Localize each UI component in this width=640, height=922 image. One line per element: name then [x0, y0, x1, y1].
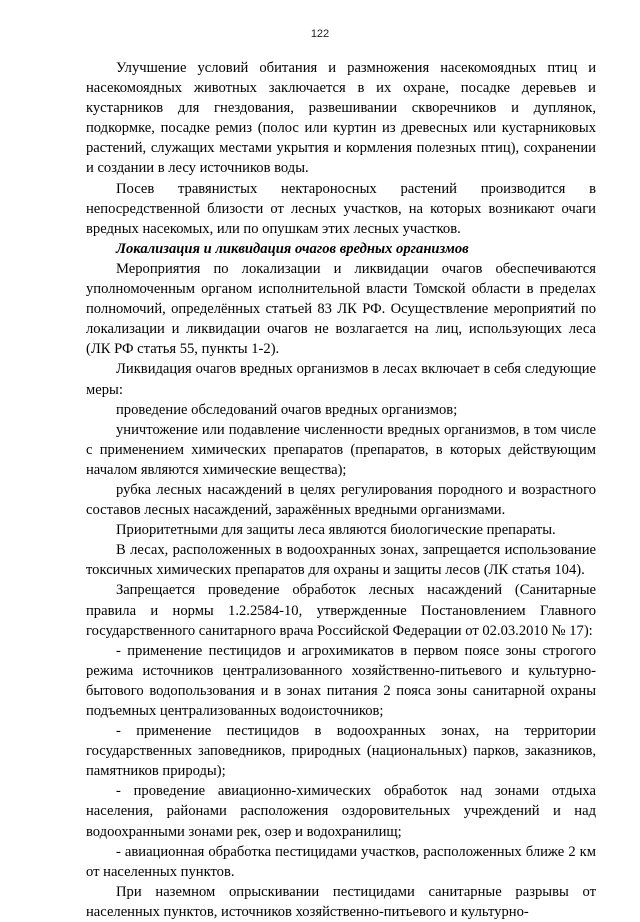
paragraph-ground-spraying: При наземном опрыскивании пестицидами санитарные разрывы от населенных пунктов, источников хозяйственно-питьевого и культурно-	[86, 883, 596, 920]
list-item-aviation-2km: - авиационная обработка пестицидами участков, расположенных ближе 2 км от населенных пунктов.	[86, 843, 596, 880]
list-item-pesticides-zone: - применение пестицидов и агрохимикатов в первом поясе зоны строгого режима источников централизованного хозяйственно-питьевого и культурно-бытового водопользования и в зонах питания 2 пояса зоны санитарной охраны подъемных централизованных водоисточников;	[86, 642, 596, 719]
section-heading: Локализация и ликвидация очагов вредных организмов	[116, 240, 469, 257]
list-item-felling: рубка лесных насаждений в целях регулирования породного и возрастного составов лесных насаждений, заражённых вредными организмами.	[86, 481, 596, 519]
list-item-surveys: проведение обследований очагов вредных организмов;	[116, 401, 458, 418]
paragraph-liquidation-intro: Ликвидация очагов вредных организмов в лесах включает в себя следующие меры:	[86, 361, 596, 398]
list-item-destruction: уничтожение или подавление численности вредных организмов, в том числе с применением химических препаратов (препаратов, в которых действующим началом являются химические вещества);	[86, 421, 596, 478]
paragraph-localization-measures: Мероприятия по локализации и ликвидации очагов обеспечиваются уполномоченным органом исполнительной власти Томской области в пределах полномочий, определённых статьей 83 ЛК РФ. Осуществление мероприятий по локализации и ликвидации очагов не возлагается на лиц, использующих леса (ЛК РФ статья 55, пункты 1-2).	[86, 260, 596, 358]
paragraph-biological-priority: Приоритетными для защиты леса являются биологические препараты.	[116, 522, 556, 539]
list-item-pesticides-reserves: - применение пестицидов в водоохранных зонах, на территории государственных заповедников, природных (национальных) парков, заказников, памятников природы);	[86, 723, 596, 780]
paragraph-insectivorous-birds: Улучшение условий обитания и размножения насекомоядных птиц и насекомоядных животных заключается в их охране, посадке деревьев и кустарников для гнездования, развешивании скворечников и дуплянок, подкормке, посадке ремиз (полос или куртин из древесных или кустарниковых растений, служащих местами укрытия и кормления полезных птиц), сохранении и создании в лесу источников воды.	[86, 60, 596, 177]
document-body	[86, 58, 596, 922]
page-number: 122	[310, 28, 330, 40]
paragraph-nectar-plants: Посев травянистых нектароносных растений производится в непосредственной близости от лесных участков, на которых возникают очаги вредных насекомых, или по опушкам этих лесных участков.	[86, 180, 596, 237]
paragraph-prohibited-treatments: Запрещается проведение обработок лесных насаждений (Санитарные правила и нормы 1.2.2584-10, утвержденные Постановлением Главного государственного санитарного врача Российской Федерации от 02.03.2010 № 17):	[86, 582, 596, 639]
list-item-aviation-chemical: - проведение авиационно-химических обработок над зонами отдыха населения, районами расположения оздоровительных учреждений и над водоохранными зонами рек, озер и водохранилищ;	[86, 783, 596, 840]
paragraph-water-protection: В лесах, расположенных в водоохранных зонах, запрещается использование токсичных химических препаратов для охраны и защиты лесов (ЛК статья 104).	[86, 542, 596, 579]
